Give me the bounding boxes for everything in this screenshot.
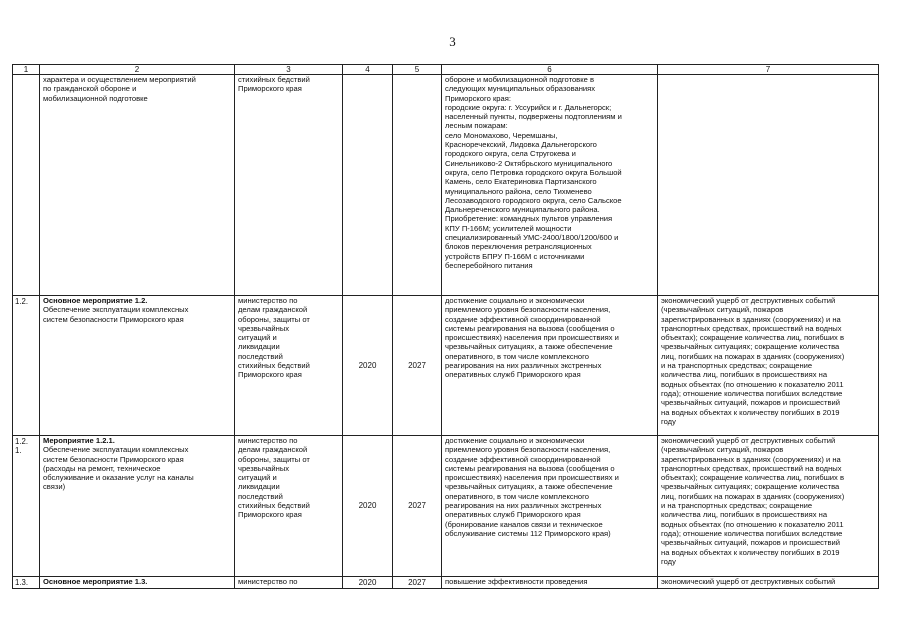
program-activities-table — [12, 64, 879, 589]
page-number: 3 — [449, 34, 456, 49]
indicator-cell: экономический ущерб от деструктивных событий (чрезвычайных ситуаций, пожаров зарегистрированных в зданиях (сооружениях) и на транспортных средствах, происшествий на водных объектах); сокращение количества лиц, погибших в чрезвычайных ситуациях; сокращение количества лиц, погибших на пожарах в зданиях (сооружениях) и на транспортных средствах; сокращение количества лиц, погибших в происшествиях на водных объектах (по отношению к показателю 2011 года); отношение количества погибших вследствие чрезвычайных ситуаций, пожаров и происшествий на водных объектах к количеству погибших в 2019 году — [658, 296, 879, 436]
expected-result-cell: обороне и мобилизационной подготовке в следующих муниципальных образованиях Приморского края: городские округа: г. Уссурийск и г. Дальнегорск; населенный пункты, подвержены подтоплениям и лесным пожарам: село Мономахово, Черемшаны, Красноречекский, Лидовка Дальнегорского городского округа, села Стругокева и Синельниково-2 Октябрьского муниципального округа, село Петровка городского округа Большой Камень, село Екатериновка Партизанского муниципального района, село Тихменево Лесозаводского городского округа, село Сальское Дальнереченского муниципального района. Приобретение: командных пультов управления КПУ П-166М; усилителей мощности специализированный УМС-2400/1800/1200/600 и блоков переключения ретрансляционных устройств БПРУ П-166М с источниками бесперебойного питания — [442, 75, 658, 296]
activity-name: Обеспечение эксплуатации комплексных систем безопасности Приморского края — [43, 305, 189, 324]
end-year: 2027 — [393, 436, 442, 577]
start-year: 2020 — [343, 436, 393, 577]
activity-title: Основное мероприятие 1.3. — [43, 577, 148, 586]
table-row — [13, 296, 879, 436]
table-row — [13, 436, 879, 577]
executor-cell: министерство по делам гражданской обороны, защиты от чрезвычайных ситуаций и ликвидации последствий стихийных бедствий Приморского края — [235, 296, 343, 436]
row-number: 1.2. 1. — [13, 436, 40, 577]
end-year — [393, 75, 442, 296]
executor-cell: министерство по делам гражданской обороны, защиты от чрезвычайных ситуаций и ликвидации последствий стихийных бедствий Приморского края — [235, 436, 343, 577]
activity-cell — [40, 296, 235, 436]
column-header: 2 — [40, 65, 235, 75]
start-year — [343, 75, 393, 296]
expected-result-cell: повышение эффективности проведения — [442, 577, 658, 589]
activity-title: Основное мероприятие 1.2. — [43, 296, 148, 305]
activity-name: Обеспечение эксплуатации комплексных систем безопасности Приморского края (расходы на ремонт, техническое обслуживание и оказание услуг на каналы связи) — [43, 445, 194, 492]
start-year: 2020 — [343, 296, 393, 436]
indicator-cell: экономический ущерб от деструктивных событий — [658, 577, 879, 589]
activity-title: Мероприятие 1.2.1. — [43, 436, 115, 445]
indicator-cell: экономический ущерб от деструктивных событий (чрезвычайных ситуаций, пожаров зарегистрированных в зданиях (сооружениях) и на транспортных средствах, происшествий на водных объектах); сокращение количества лиц, погибших в чрезвычайных ситуациях; сокращение количества лиц, погибших на пожарах в зданиях (сооружениях) и на транспортных средствах; сокращение количества лиц, погибших в происшествиях на водных объектах (по отношению к показателю 2011 года); отношение количества погибших вследствие чрезвычайных ситуаций, пожаров и происшествий на водных объектах к количеству погибших в 2019 году — [658, 436, 879, 577]
table-row — [13, 577, 879, 589]
activity-cell — [40, 75, 235, 296]
column-header: 6 — [442, 65, 658, 75]
end-year: 2027 — [393, 577, 442, 589]
column-number-row — [13, 65, 879, 75]
activity-cell — [40, 577, 235, 589]
start-year: 2020 — [343, 577, 393, 589]
expected-result-cell: достижение социально и экономически приемлемого уровня безопасности населения, создание эффективной скоординированной системы реагирования на вызова (сообщения о происшествиях) населения при происшествиях и чрезвычайных ситуациях, а также обеспечение оперативного, в том числе комплексного реагирования на них различных экстренных оперативных служб Приморского края (бронирование каналов связи и техническое обслуживание системы 112 Приморского края) — [442, 436, 658, 577]
table-row — [13, 75, 879, 296]
indicator-cell — [658, 75, 879, 296]
row-number: 1.3. — [13, 577, 40, 589]
row-number: 1.2. — [13, 296, 40, 436]
column-header: 1 — [13, 65, 40, 75]
column-header: 7 — [658, 65, 879, 75]
row-number — [13, 75, 40, 296]
column-header: 4 — [343, 65, 393, 75]
column-header: 3 — [235, 65, 343, 75]
expected-result-cell: достижение социально и экономически приемлемого уровня безопасности населения, создание эффективной скоординированной системы реагирования на вызова (сообщения о происшествиях) населения при происшествиях и чрезвычайных ситуациях, а также обеспечение оперативного, в том числе комплексного реагирования на них различных экстренных оперативных служб Приморского края — [442, 296, 658, 436]
activity-name: характера и осуществлением мероприятий по гражданской обороне и мобилизационной подготовке — [43, 75, 196, 103]
end-year: 2027 — [393, 296, 442, 436]
executor-cell: министерство по — [235, 577, 343, 589]
executor-cell: стихийных бедствий Приморского края — [235, 75, 343, 296]
activity-cell — [40, 436, 235, 577]
column-header: 5 — [393, 65, 442, 75]
